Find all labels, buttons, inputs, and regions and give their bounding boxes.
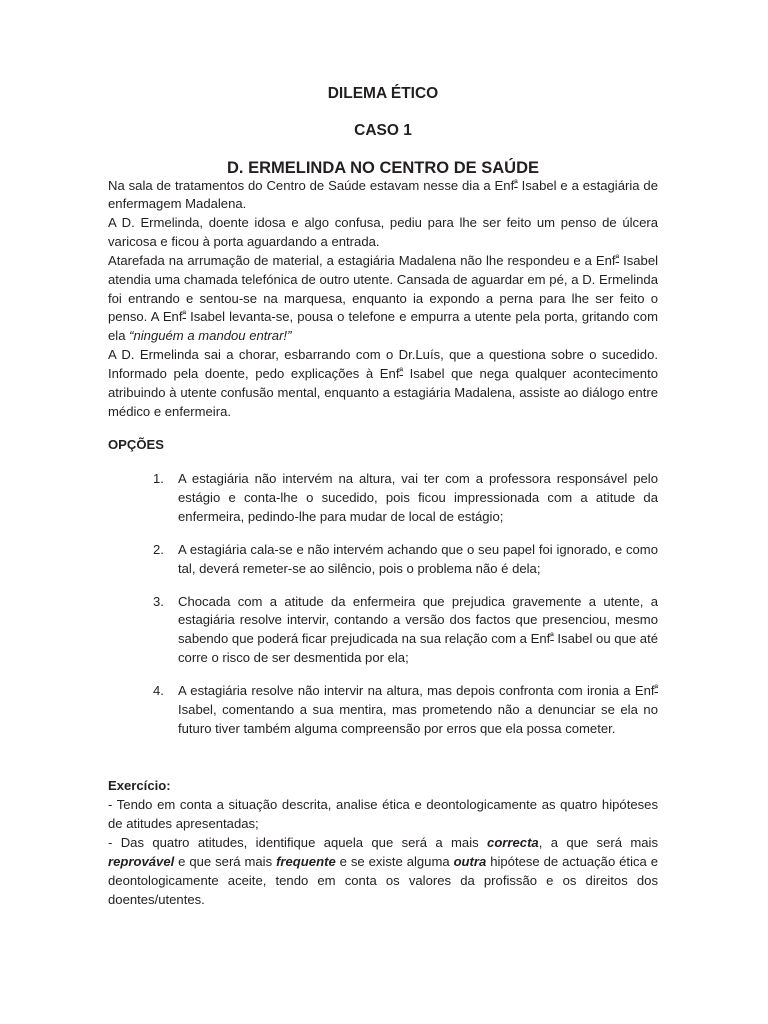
list-item-text-a: A estagiária resolve não intervir na altura, mas depois confronta com ironia a Enf [178,682,655,698]
exercise-item-2-part-b: , a que será mais [538,834,658,850]
ordinal-indicator-icon: ª [514,176,518,188]
list-item [108,593,658,668]
ordinal-indicator-icon: ª [615,251,620,263]
paragraph-3-part-a: Atarefada na arrumação de material, a estagiária Madalena não lhe respondeu e a Enf [108,252,616,268]
exercise-item-2-part-a: - Das quatro atitudes, identifique aquela que será a mais [108,834,488,850]
paragraph-3-part-b: Isabel atendia uma chamada telefónica de outro utente. Cansada de aguardar em pé, a D. Ermelinda foi entrando e sentou-se na marquesa, enquanto ia expondo a perna para lhe ser feito o penso. A Enf [108,252,659,325]
document-title-case: CASO 1 [354,121,412,139]
emphasis-reprovavel: reprovável [108,853,175,869]
list-item-text: A estagiária não intervém na altura, vai ter com a professora responsável pelo estágio e conta-lhe o sucedido, pois ficou impressionada com a atitude da enfermeira, pedindo-lhe para mudar de local de estágio; [178,471,658,524]
paragraph-4-part-a: A D. Ermelinda sai a chorar, esbarrando com o Dr.Luís, que a questiona sobre o sucedido. Informado pela doente, pedo explicações à Enf [108,347,658,381]
exercise-heading: Exercício: [108,778,171,794]
paragraph-4 [108,346,658,421]
document-title-main: DILEMA ÉTICO [327,85,439,102]
exercise-item-2 [108,834,658,909]
paragraph-4-part-b: Isabel que nega qualquer acontecimento atribuindo à utente confusão mental, enquanto a estagiária Madalena, assiste ao diálogo entre médico e enfermeira. [108,365,658,419]
exercise-item-2-part-d: e se existe alguma [335,853,454,869]
ordinal-indicator-icon: ª [182,308,186,320]
paragraph-3-part-c: Isabel levanta-se, pousa o telefone e empurra a utente pela porta, gritando com ela [108,309,658,344]
options-list [108,470,658,738]
list-item-text-b: Isabel ou que até corre o risco de ser desmentida por ela; [178,631,658,666]
exercise-item-2-part-e: hipótese de actuação ética e deontologicamente aceite, tendo em conta os valores da profissão e os direitos dos doentes/utentes. [108,853,659,907]
options-heading: OPÇÕES [108,437,165,453]
list-item-text: A estagiária cala-se e não intervém achando que o seu papel foi ignorado, e como tal, deverá remeter-se ao silêncio, pois o problema não é dela; [178,541,658,576]
paragraph-3 [108,252,658,346]
list-item-number: 4. [153,682,164,698]
emphasis-frequente: frequente [276,853,336,869]
list-item-number: 1. [153,471,164,487]
paragraph-1 [108,177,658,215]
emphasis-correcta: correcta [487,834,539,850]
paragraph-2: A D. Ermelinda, doente idosa e algo confusa, pediu para lhe ser feito um penso de úlcera varicosa e ficou à porta aguardando a entrada. [108,215,658,250]
paragraph-1-part-a: Na sala de tratamentos do Centro de Saúde estavam nesse dia a Enf [108,177,515,193]
list-item [108,682,658,739]
list-item [108,541,658,579]
ordinal-indicator-icon: ª [399,364,403,376]
ordinal-indicator-icon: ª [550,630,554,642]
document-title-subject: D. ERMELINDA NO CENTRO DE SAÚDE [227,159,539,177]
list-item [108,470,658,527]
exercise-item-2-part-c: e que será mais [174,853,277,869]
list-item-number: 2. [153,541,164,557]
list-item-text-b: Isabel, comentando a sua mentira, mas prometendo não a denunciar se ela no futuro tiver também alguma compreensão por erros que ela possa cometer. [178,701,658,736]
exercise-item-1: - Tendo em conta a situação descrita, analise ética e deontologicamente as quatro hipóteses de atitudes apresentadas; [108,797,658,832]
ordinal-indicator-icon: ª [654,681,658,693]
document-content [108,0,658,909]
list-item-number: 3. [153,593,164,609]
paragraph-1-part-b: Isabel e a estagiária de enfermagem Madalena. [108,177,658,212]
quoted-speech: “ninguém a mandou entrar!” [129,328,292,344]
emphasis-outra: outra [453,853,487,869]
list-item-text-a: Chocada com a atitude da enfermeira que prejudica gravemente a utente, a estagiária resolve intervir, contando a versão dos factos que presenciou, mesmo sabendo que poderá ficar prejudicada na sua relação com a Enf [178,593,658,647]
